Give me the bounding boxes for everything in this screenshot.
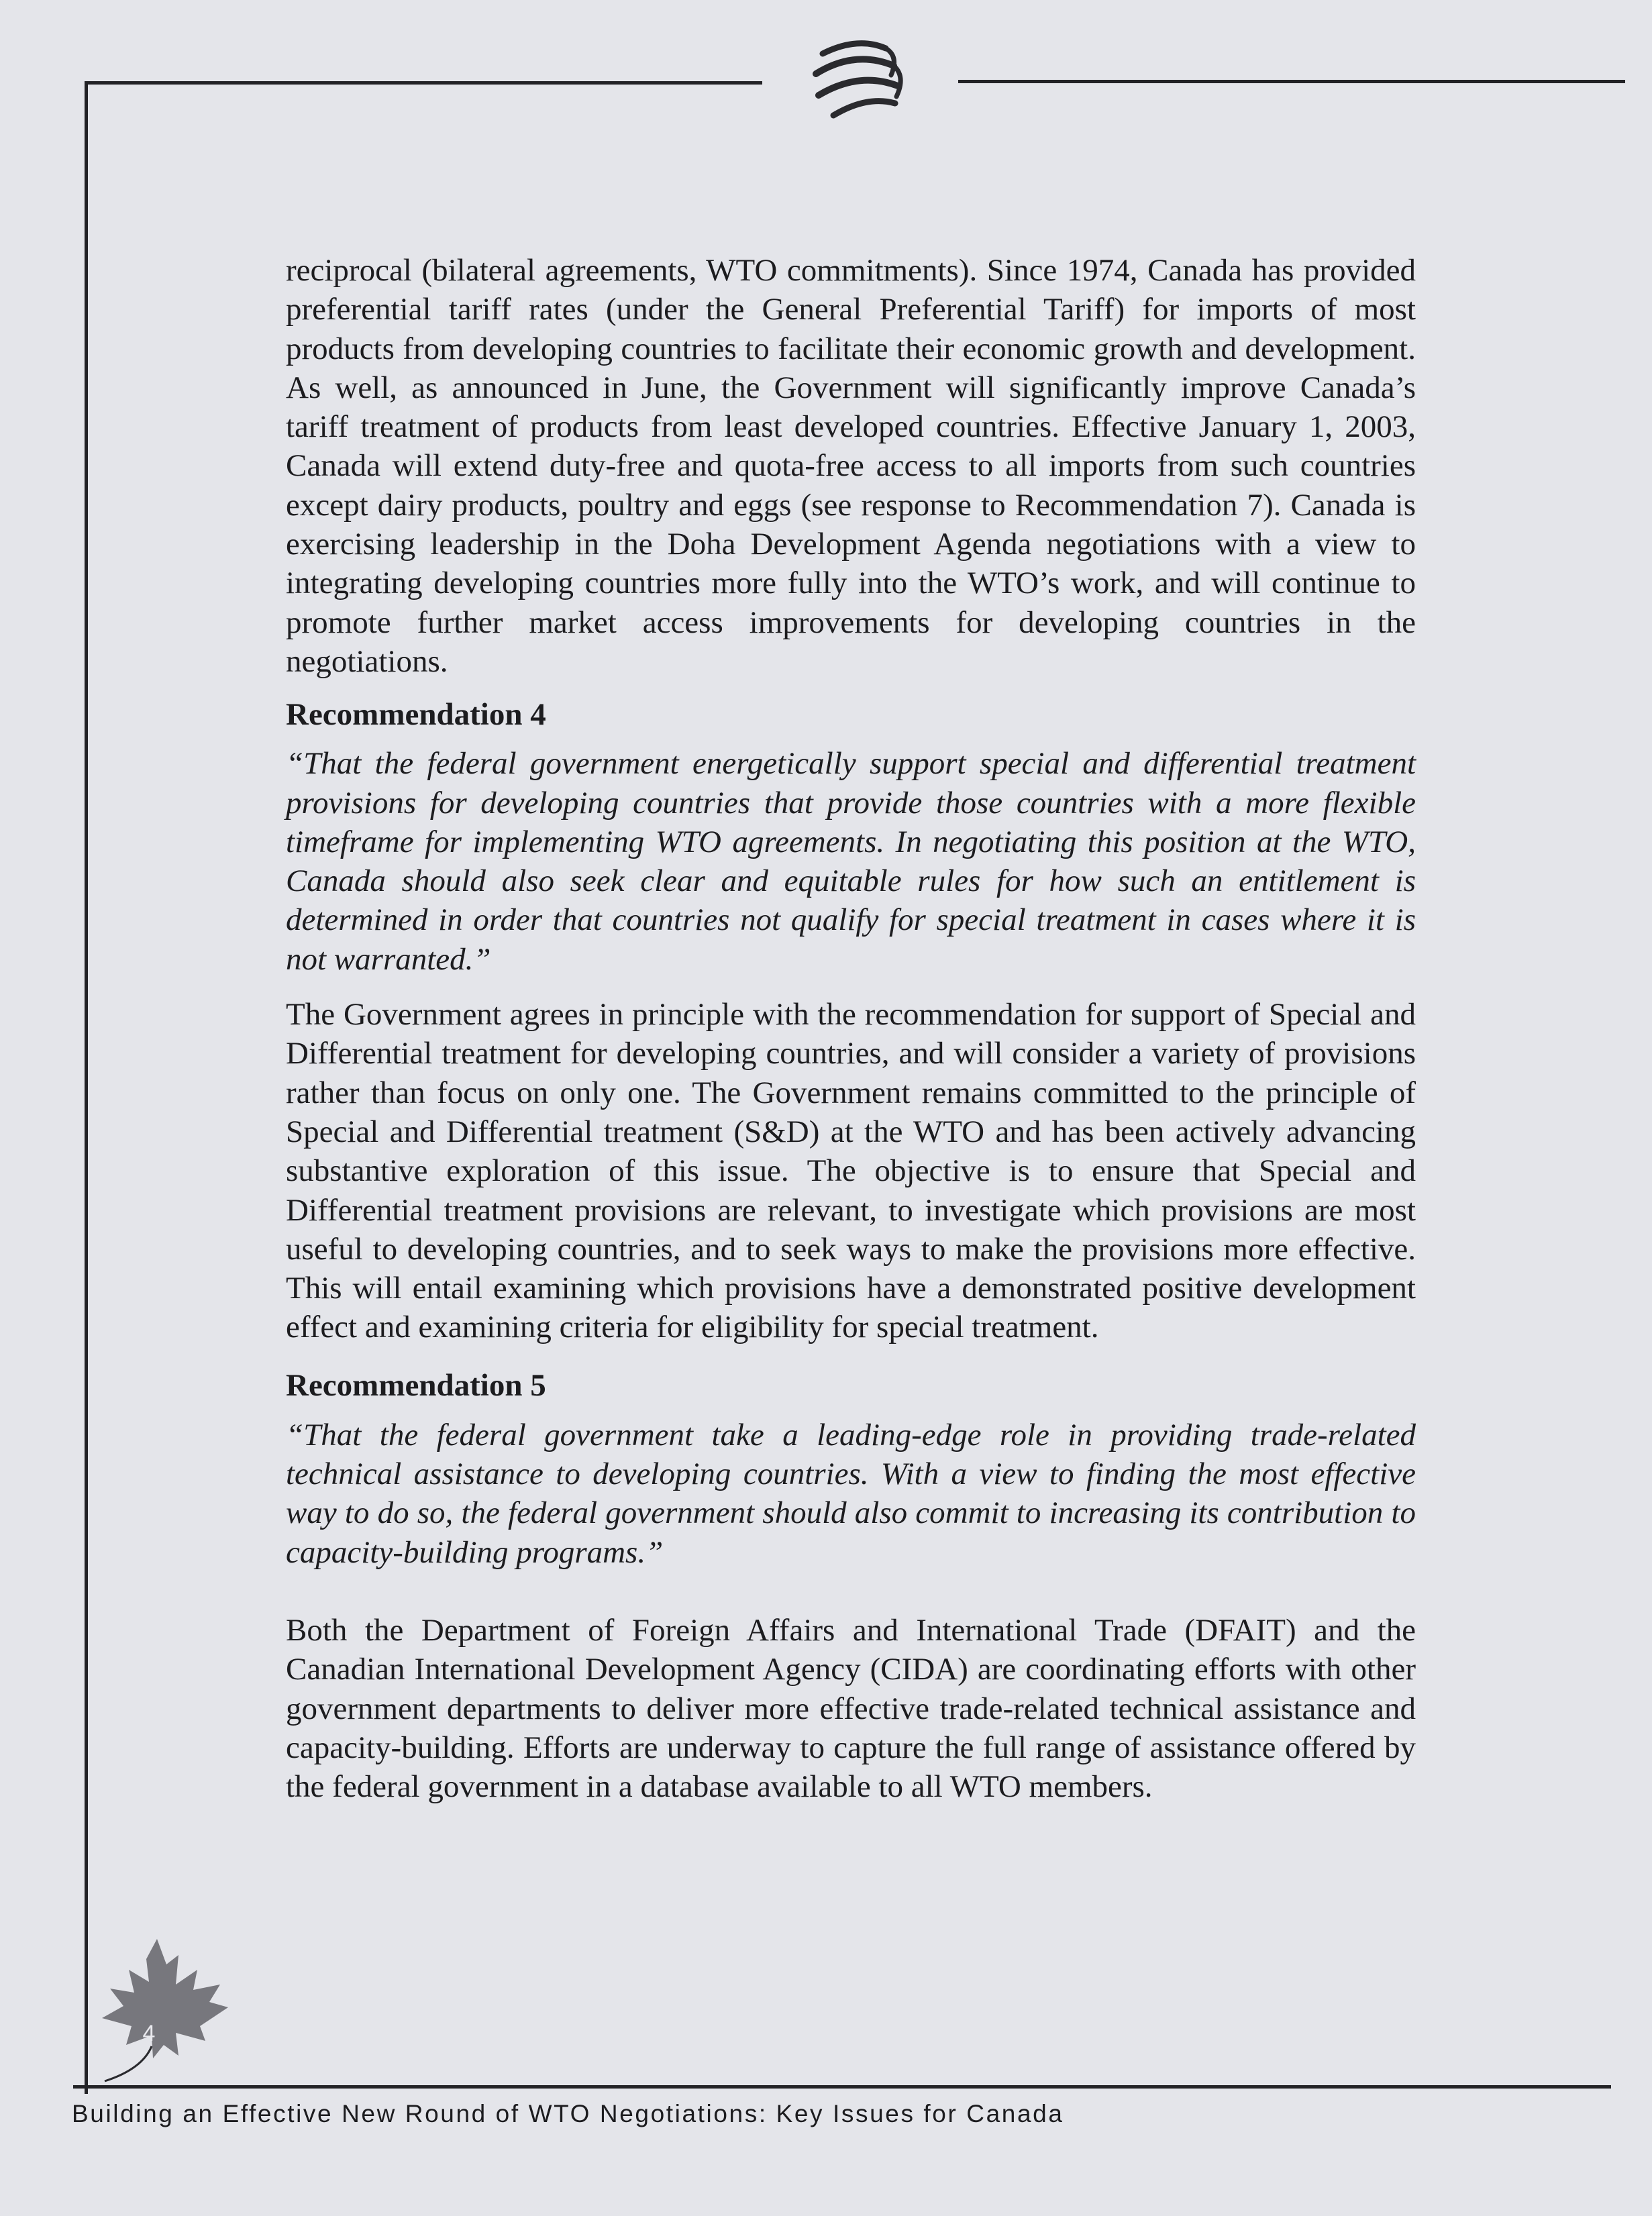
maple-leaf-icon [85,1932,239,2090]
page-content [286,251,1416,1806]
page-number: 4 [142,2021,156,2046]
recommendation-5-response: Both the Department of Foreign Affairs and International Trade (DFAIT) and the Canadian International Development Agency (CIDA) are coordinating efforts with other government departments to deliver more effective trade-related technical assistance and capacity-building. Efforts are underway to capture the full range of assistance offered by the federal government in a database available to all WTO members. [286,1612,1416,1805]
frame-bottom-rule [73,2085,1611,2089]
recommendation-5-heading: Recommendation 5 [286,1367,546,1403]
wto-logo-icon [811,35,911,129]
footer-title: Building an Effective New Round of WTO Negotiations: Key Issues for Canada [72,2100,1064,2127]
body-paragraph-intro: reciprocal (bilateral agreements, WTO commitments). Since 1974, Canada has provided preferential tariff rates (under the General Preferential Tariff) for imports of most products from developing countries to facilitate their economic growth and development. As well, as announced in June, the Government will significantly improve Canada’s tariff treatment of products from least developed countries. Effective January 1, 2003, Canada will extend duty-free and quota-free access to all imports from such countries except dairy products, poultry and eggs (see response to Recommendation 7). Canada is exercising leadership in the Doha Development Agenda negotiations with a view to integrating developing countries more fully into the WTO’s work, and will continue to promote further market access improvements for developing countries in the negotiations. [286,253,1416,679]
recommendation-4-response: The Government agrees in principle with the recommendation for support of Special and Differential treatment for developing countries, and will consider a variety of provisions rather than focus on only one. The Government remains committed to the principle of Special and Differential treatment (S&D) at the WTO and has been actively advancing substantive exploration of this issue. The objective is to ensure that Special and Differential treatment provisions are relevant, to investigate which provisions are most useful to developing countries, and to seek ways to make the provisions more effective. This will entail examining which provisions have a demonstrated positive development effect and examining criteria for eligibility for special treatment. [286,997,1416,1345]
recommendation-4-quote: “That the federal government energetically support special and differential treatment provisions for developing countries that provide those countries with a more flexible timeframe for implementing WTO agreements. In negotiating this position at the WTO, Canada should also seek clear and equitable rules for how such an entitlement is determined in order that countries not qualify for special treatment in cases where it is not warranted.” [286,746,1416,977]
recommendation-4-heading: Recommendation 4 [286,697,546,733]
frame-top-rule-right [958,80,1625,83]
frame-left-rule [85,81,88,2094]
recommendation-5-quote: “That the federal government take a leading-edge role in providing trade-related technical assistance to developing countries. With a view to finding the most effective way to do so, the federal government should also commit to increasing its contribution to capacity-building programs.” [286,1417,1416,1570]
frame-top-rule-left [85,81,762,85]
